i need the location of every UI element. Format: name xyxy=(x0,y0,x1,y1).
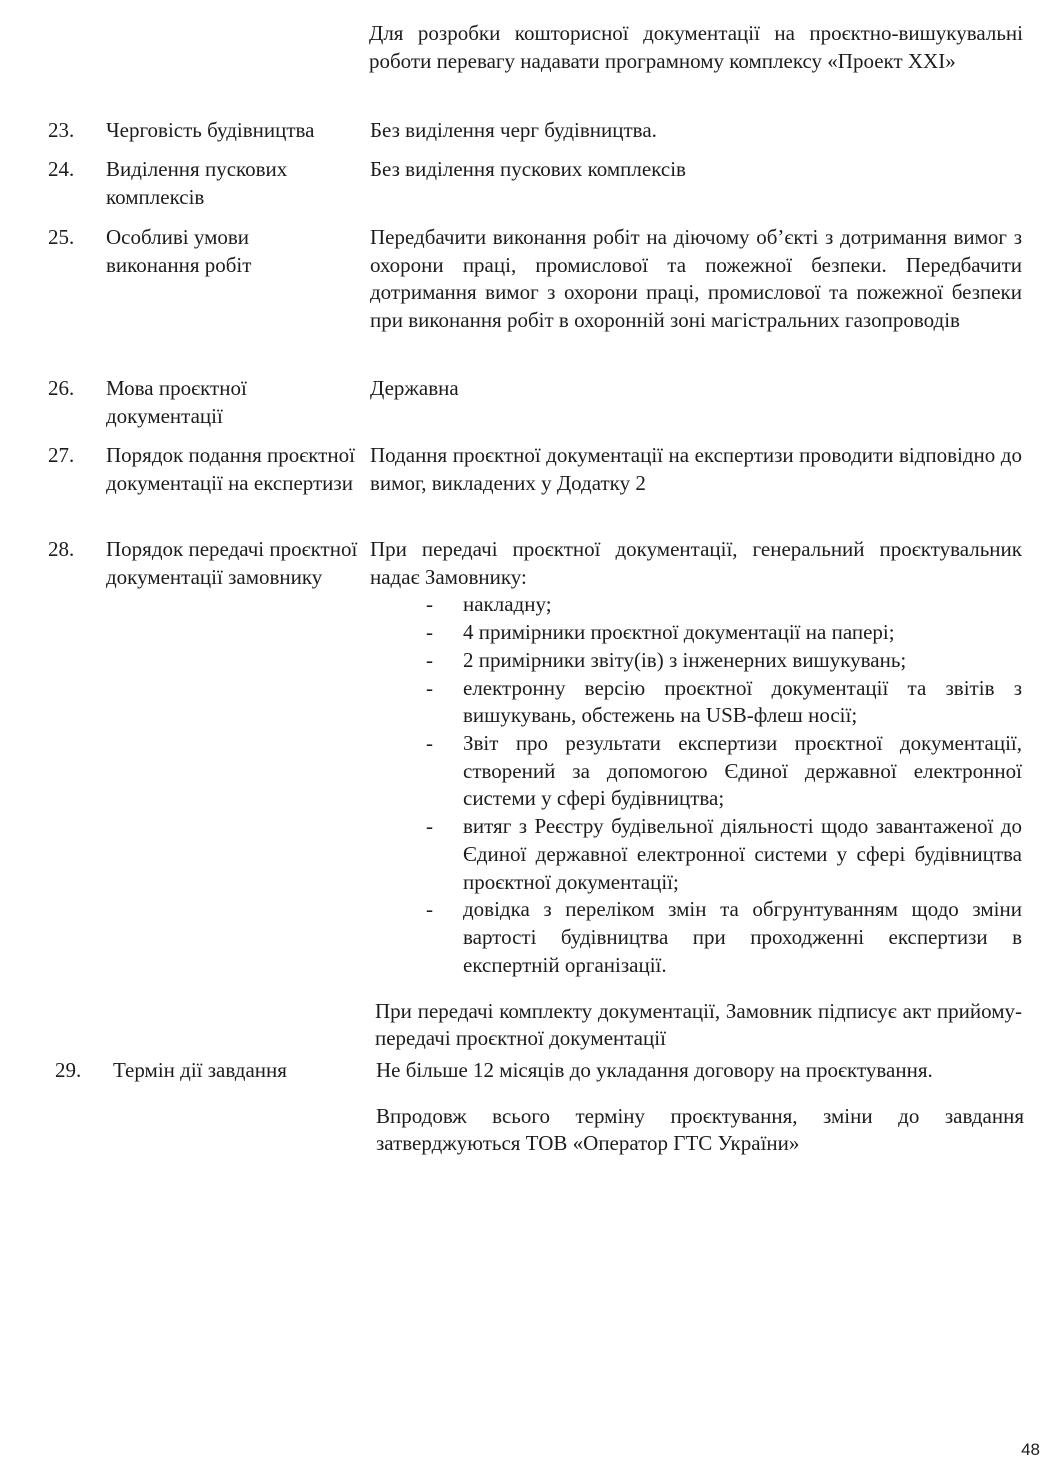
row-number: 29. xyxy=(55,1058,82,1082)
list-item-text: Звіт про результати експертизи проєктної документації, створений за допомогою Єдиної державної електронної системи у сфері будівництва; xyxy=(463,731,1022,811)
row-value: Без виділення пускових комплексів xyxy=(370,157,686,181)
list-item xyxy=(370,813,1022,896)
list-item-text: витяг з Реєстру будівельної діяльності щодо завантаженої до Єдиної державної електронної системи у сфері будівництва проєктної документації; xyxy=(463,814,1022,894)
row-number: 23. xyxy=(48,118,75,142)
list-item xyxy=(370,591,1022,619)
page-number: 48 xyxy=(1021,1439,1040,1459)
row-label: Термін дії завдання xyxy=(113,1058,287,1082)
list-item xyxy=(370,896,1022,979)
row-value xyxy=(370,536,1022,1053)
row-value xyxy=(376,1057,1024,1158)
list-dash: - xyxy=(426,675,433,700)
list-dash: - xyxy=(426,647,433,672)
row-value: Без виділення черг будівництва. xyxy=(370,118,657,142)
row-label: Мова проєктної документації xyxy=(106,376,247,428)
row-value-lead: Не більше 12 місяців до укладання договору на проєктування. xyxy=(376,1058,933,1082)
row-number: 24. xyxy=(48,157,75,181)
intro-paragraph: Для розробки кошторисної документації на проєктно-вишукувальні роботи перевагу надавати програмному комплексу «Проект XXI» xyxy=(369,21,1023,73)
row-value: Подання проєктної документації на експертизи проводити відповідно до вимог, викладених у Додатку 2 xyxy=(370,443,1022,495)
list-item xyxy=(370,730,1022,813)
row-number: 25. xyxy=(48,225,75,249)
row-number: 26. xyxy=(48,376,75,400)
row-label: Особливі умови виконання робіт xyxy=(106,225,252,277)
list-item-text: довідка з переліком змін та обгрунтуванням щодо зміни вартості будівництва при проходженні експертизи в експертній організації. xyxy=(463,897,1022,977)
row-label: Порядок передачі проєктної документації замовнику xyxy=(106,537,358,589)
list-item xyxy=(370,647,1022,675)
row-label: Порядок подання проєктної документації на експертизи xyxy=(106,443,355,495)
list-item xyxy=(370,675,1022,730)
row-number: 27. xyxy=(48,443,75,467)
row-label: Черговість будівництва xyxy=(106,118,315,142)
list-item-text: 2 примірники звіту(ів) з інженерних вишукувань; xyxy=(463,647,907,672)
list-dash: - xyxy=(426,731,433,756)
deliverables-list xyxy=(370,591,1022,979)
list-item-text: електронну версію проєктної документації та звітів з вишукувань, обстежень на USB-флеш носії; xyxy=(463,675,1022,728)
row-value-after: Впродовж всього терміну проєктування, зміни до завдання затверджуються ТОВ «Оператор ГТС України» xyxy=(376,1103,1024,1156)
list-item xyxy=(370,619,1022,647)
list-dash: - xyxy=(426,620,433,645)
row-value-after: При передачі комплекту документації, Замовник підписує акт прийому-передачі проєктної документації xyxy=(375,998,1022,1051)
row-number: 28. xyxy=(48,537,75,561)
list-item-text: 4 примірники проєктної документації на папері; xyxy=(463,620,895,645)
row-value: Передбачити виконання робіт на діючому об’єкті з дотримання вимог з охорони праці, промислової та пожежної безпеки. Передбачити дотримання вимог з охорони праці, промислової та пожежної безпеки при виконання робіт в охоронній зоні магістральних газопроводів xyxy=(370,225,1022,333)
list-item-text: накладну; xyxy=(463,592,552,617)
row-value-lead: При передачі проєктної документації, генеральний проєктувальник надає Замовнику: xyxy=(370,537,1022,589)
row-label: Виділення пускових комплексів xyxy=(106,157,288,209)
list-dash: - xyxy=(426,897,433,922)
row-value: Державна xyxy=(370,376,459,400)
list-dash: - xyxy=(426,814,433,839)
list-dash: - xyxy=(426,592,433,617)
